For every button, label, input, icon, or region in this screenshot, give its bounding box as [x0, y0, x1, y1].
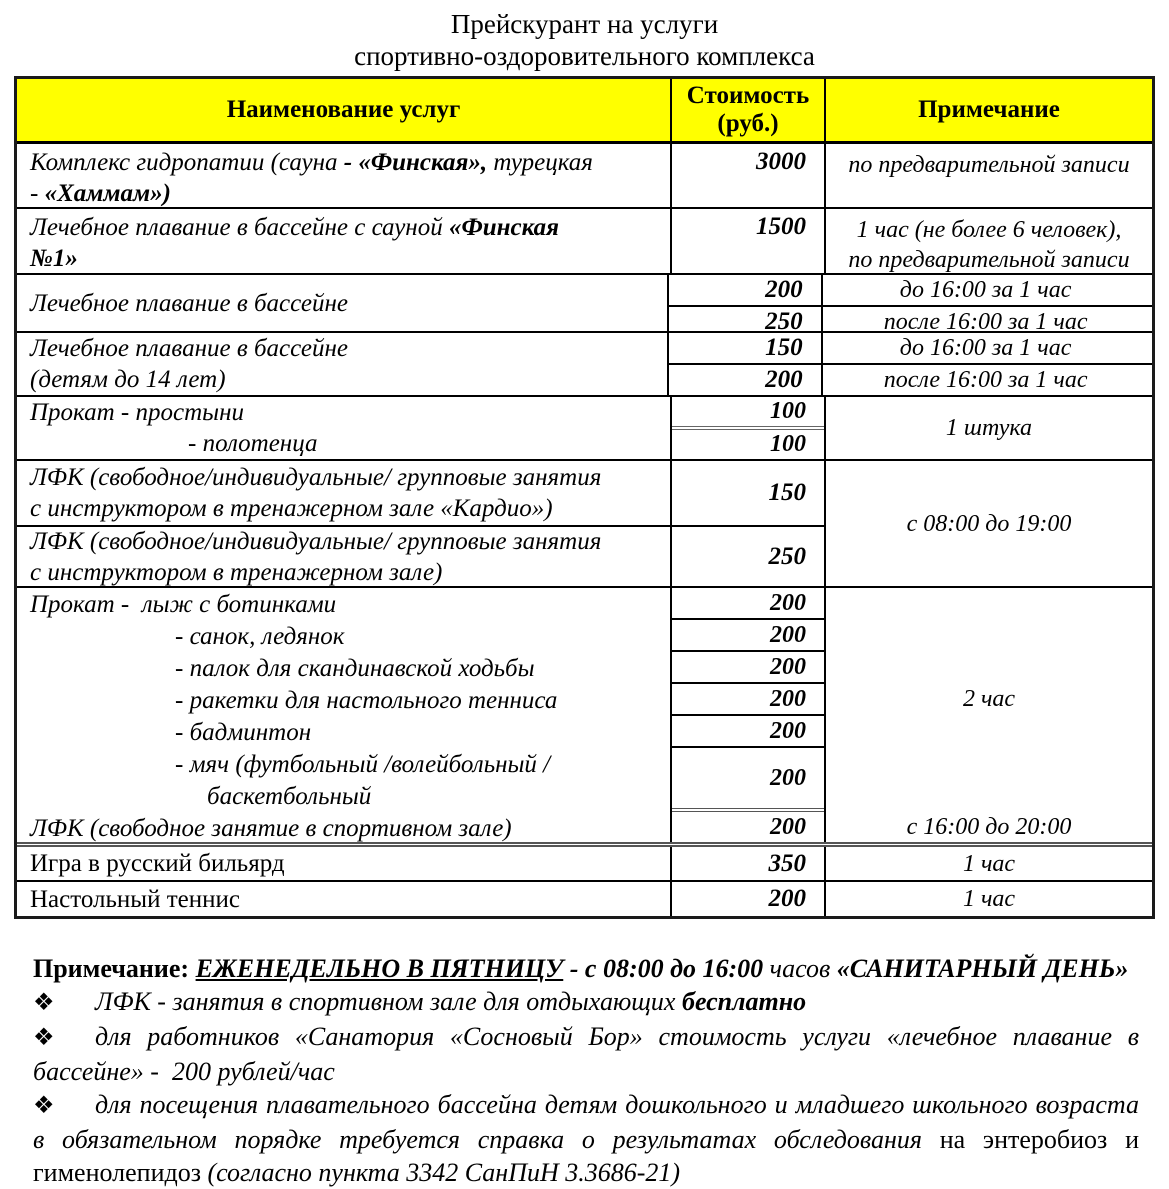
table-row [17, 842, 1152, 880]
table-row [17, 273, 1152, 335]
footnote-item: ❖ для посещения плавательного бассейна детям дошкольного и младшего школьного возраста в обязательном порядке требуется справка о результатах обследования на энтеробиоз и гименолепидоз (согласно пункта 3342 СанПиН 3.3686-21) [33, 1090, 1139, 1187]
price-value: 200 [672, 620, 824, 652]
service-name: Игра в русский бильярд [30, 850, 285, 877]
price-value: 250 [670, 527, 824, 586]
price-value: 1500 [670, 209, 824, 273]
table-row [17, 395, 1152, 459]
price-value: 200 [672, 748, 824, 812]
table-row-group [17, 459, 1152, 586]
service-name: Прокат - лыж с ботинками - санок, ледянок - палок для скандинавской ходьбы - ракетки для настольного тенниса - бадминтон - мяч (футбольный /волейбольный / баскетбольный ЛФК (свободное занятие в спортивном зале) [30, 591, 558, 842]
price-stack [670, 588, 824, 842]
footnote-item: ❖ для работников «Санатория «Сосновый Бор» стоимость услуги «лечебное плавание в бассейне» - 200 рублей/час [33, 1022, 1139, 1086]
title-line-1: Прейскурант на услуги [450, 9, 719, 39]
note-value: 1 час [824, 882, 1152, 916]
price-value: 200 [672, 684, 824, 716]
price-value: 100 [770, 398, 806, 424]
service-name: Лечебное плавание в бассейне с сауной «Финская №1» [30, 214, 560, 272]
note-value: 2 час [962, 686, 1016, 712]
price-stack [670, 397, 824, 459]
note-value: с 16:00 до 20:00 [906, 814, 1072, 840]
price-value: 200 [672, 588, 824, 620]
sub-rows [667, 333, 1152, 395]
note-value: с 08:00 до 19:00 [824, 461, 1152, 586]
price-value: 200 [667, 365, 821, 395]
price-value: 200 [672, 652, 824, 684]
table-row [17, 525, 824, 586]
title-line-2: спортивно-оздоровительного комплекса [354, 41, 815, 71]
header-name: Наименование услуг [226, 96, 461, 123]
header-note: Примечание [824, 79, 1152, 141]
service-name: ЛФК (свободное/индивидуальные/ групповые занятия с инструктором в тренажерном зале «Кардио») [30, 464, 602, 522]
footnote-heading: Примечание: ЕЖЕНЕДЕЛЬНО В ПЯТНИЦУ - с 08:00 до 16:00 часов «САНИТАРНЫЙ ДЕНЬ» [33, 954, 1129, 983]
header-cost: Стоимость (руб.) [670, 79, 824, 141]
note-value: 1 час (не более 6 человек), по предварительной записи [824, 209, 1152, 273]
service-name: Прокат - простыни - полотенца [30, 399, 318, 457]
note-value: после 16:00 за 1 час [821, 307, 1149, 337]
sub-rows [667, 275, 1152, 335]
page-title [0, 8, 1169, 72]
diamond-bullet-icon: ❖ [33, 990, 55, 1016]
price-value: 150 [670, 461, 824, 525]
price-value: 150 [667, 333, 821, 363]
diamond-bullet-icon: ❖ [33, 1093, 55, 1119]
footnotes-section [33, 952, 1139, 1189]
service-name: ЛФК (свободное/индивидуальные/ групповые занятия с инструктором в тренажерном зале) [30, 527, 602, 586]
price-value: 200 [672, 716, 824, 748]
price-table [14, 76, 1155, 919]
note-value: по предварительной записи [824, 144, 1152, 207]
service-name: Комплекс гидропатии (сауна - «Финская», турецкая - «Хаммам») [30, 149, 593, 207]
price-value: 250 [667, 307, 821, 337]
footnote-item: ❖ ЛФК - занятия в спортивном зале для отдыхающих бесплатно [33, 985, 1139, 1020]
table-row [17, 141, 1152, 207]
price-value: 3000 [670, 144, 824, 207]
table-row [17, 880, 1152, 916]
price-value: 350 [670, 847, 824, 880]
price-value: 100 [672, 426, 824, 459]
price-value: 200 [667, 275, 821, 305]
note-value: после 16:00 за 1 час [821, 365, 1149, 395]
table-header-row [17, 79, 1152, 141]
price-value: 200 [670, 882, 824, 916]
price-value: 200 [770, 813, 806, 840]
service-name: Лечебное плавание в бассейне (детям до 14 лет) [30, 335, 348, 393]
diamond-bullet-icon: ❖ [33, 1025, 55, 1051]
table-row-group [17, 586, 1152, 842]
note-value: 1 час [824, 847, 1152, 880]
service-name: Настольный теннис [30, 885, 240, 913]
table-row [17, 207, 1152, 273]
note-value: до 16:00 за 1 час [821, 333, 1149, 363]
table-row [17, 461, 824, 525]
table-row [17, 331, 1152, 395]
note-value: 1 штука [824, 397, 1152, 459]
note-value: до 16:00 за 1 час [821, 275, 1149, 305]
service-name: Лечебное плавание в бассейне [30, 289, 348, 317]
